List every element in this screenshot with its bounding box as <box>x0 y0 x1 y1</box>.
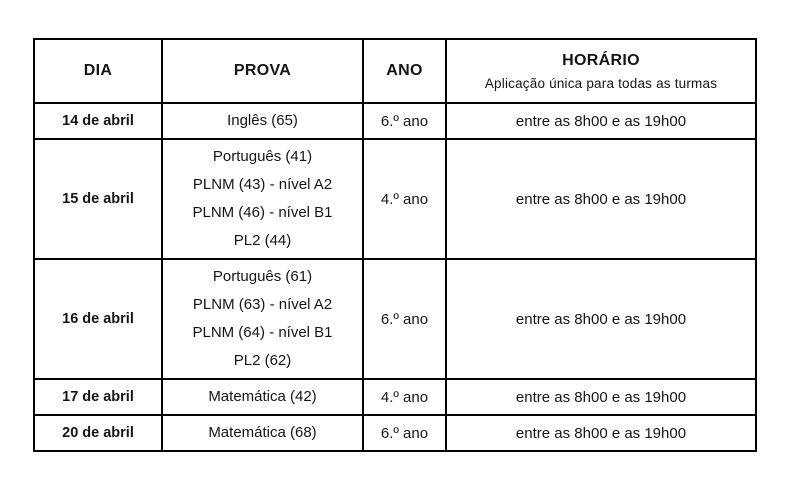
prova-line: Inglês (65) <box>227 112 298 129</box>
cell-horario: entre as 8h00 e as 19h00 <box>446 103 756 139</box>
prova-line: Matemática (42) <box>208 388 317 405</box>
prova-line: Matemática (68) <box>208 424 317 441</box>
table-row <box>34 415 756 451</box>
cell-ano: 6.º ano <box>363 259 446 379</box>
table-row <box>34 139 756 259</box>
cell-prova <box>162 139 363 259</box>
prova-line: Português (41) <box>212 148 313 165</box>
cell-horario: entre as 8h00 e as 19h00 <box>446 139 756 259</box>
header-horario-title: HORÁRIO <box>562 51 640 69</box>
header-dia: DIA <box>34 39 162 103</box>
cell-prova <box>162 379 363 415</box>
exam-schedule-table <box>33 38 757 452</box>
table-body <box>34 103 756 451</box>
table-header-row <box>34 39 756 103</box>
prova-line: PL2 (62) <box>233 352 292 369</box>
cell-dia: 20 de abril <box>34 415 162 451</box>
prova-line: PLNM (63) - nível A2 <box>192 296 333 313</box>
cell-horario: entre as 8h00 e as 19h00 <box>446 415 756 451</box>
cell-dia: 16 de abril <box>34 259 162 379</box>
table-row <box>34 103 756 139</box>
prova-line: Português (61) <box>212 268 313 285</box>
table-row <box>34 259 756 379</box>
prova-line: PL2 (44) <box>233 232 292 249</box>
cell-prova <box>162 259 363 379</box>
prova-line: PLNM (64) - nível B1 <box>192 324 333 341</box>
cell-ano: 6.º ano <box>363 415 446 451</box>
cell-ano: 4.º ano <box>363 379 446 415</box>
cell-dia: 14 de abril <box>34 103 162 139</box>
header-horario-subtitle: Aplicação única para todas as turmas <box>484 75 718 91</box>
cell-ano: 4.º ano <box>363 139 446 259</box>
prova-line: PLNM (46) - nível B1 <box>192 204 333 221</box>
header-horario <box>446 39 756 103</box>
prova-line: PLNM (43) - nível A2 <box>192 176 333 193</box>
cell-dia: 15 de abril <box>34 139 162 259</box>
header-prova: PROVA <box>162 39 363 103</box>
cell-ano: 6.º ano <box>363 103 446 139</box>
cell-prova <box>162 415 363 451</box>
cell-horario: entre as 8h00 e as 19h00 <box>446 259 756 379</box>
cell-horario: entre as 8h00 e as 19h00 <box>446 379 756 415</box>
cell-dia: 17 de abril <box>34 379 162 415</box>
header-ano: ANO <box>363 39 446 103</box>
table-row <box>34 379 756 415</box>
cell-prova <box>162 103 363 139</box>
